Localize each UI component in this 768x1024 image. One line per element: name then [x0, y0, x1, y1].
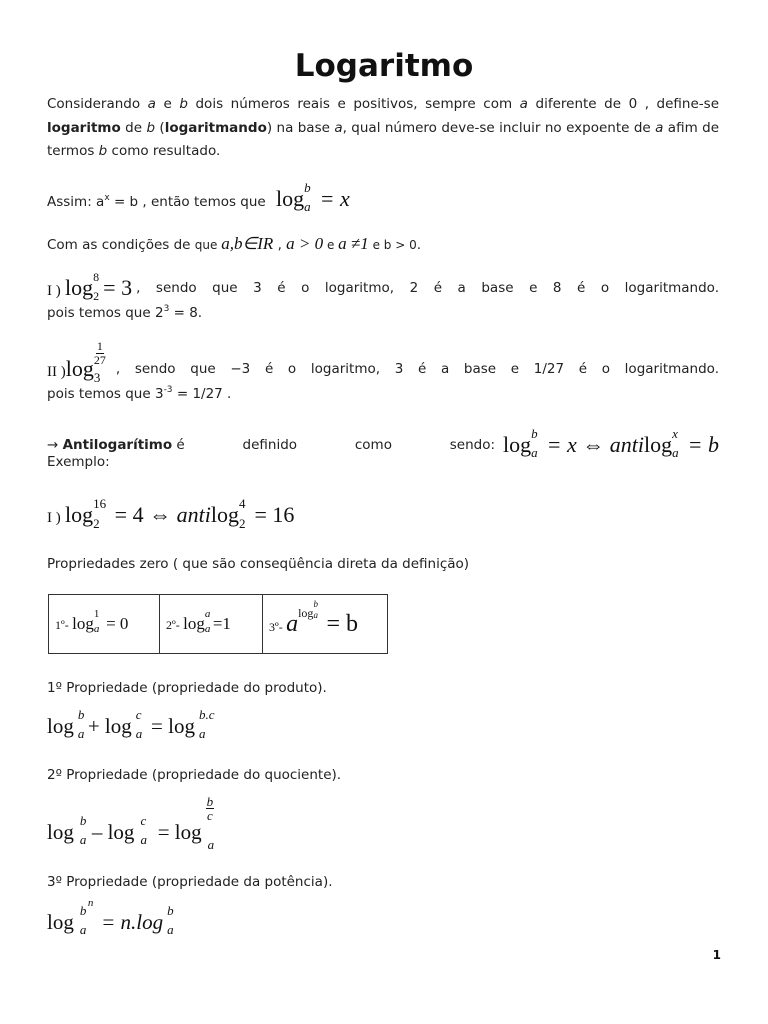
- property-2-heading: 2º Propriedade (propriedade do quociente).: [47, 767, 342, 783]
- page-number: 1: [712, 948, 721, 962]
- example-antilog: I ) log 16 2 = 4 ⇔ antilog 4 2 = 16: [47, 495, 295, 531]
- property-3-heading: 3º Propriedade (propriedade da potência).: [47, 874, 333, 890]
- assim-line: Assim: $a^x = b$ , então temos que log b a = x: [47, 179, 350, 214]
- zero-properties-table: [48, 594, 388, 654]
- property-1-formula: log b a + log c a = log b.c a: [47, 707, 215, 742]
- example-2: II )log $\frac{1}{27}$ 3 , sendo que −3 é o logaritmo, 3 é a base e 1/27 é o logaritmando. pois temos que $3^{-3} = 1/27$ .: [47, 338, 719, 402]
- property-3-formula: log b n a = n.log b a: [47, 897, 174, 938]
- antilog-formula: log b a = x ⇔ antilog x a = b: [503, 425, 719, 460]
- example-1: I ) log 8 2 = 3 , sendo que 3 é o logaritmo, 2 é a base e 8 é o logaritmando. pois temos que $2^3 = 8$.: [47, 269, 719, 321]
- property-1-heading: 1º Propriedade (propriedade do produto).: [47, 680, 327, 696]
- page-title: Logaritmo: [294, 48, 474, 84]
- property-cell-3: 3º- $a^{log b a}$ = b: [263, 595, 388, 654]
- antilog-definition: → Antilogarítimo é definido como sendo: log b a = x ⇔ antilog x a = b Exemplo:: [47, 425, 719, 470]
- property-cell-1: 1º- log 1 a = 0: [49, 595, 160, 654]
- zero-properties-heading: Propriedades zero ( que são conseqüência direta da definição): [47, 556, 470, 572]
- conditions-line: Com as condições de que a,b∈IR , a > 0 e a ≠1 e b > 0.: [47, 234, 422, 253]
- property-2-formula: log b a – log c a = log $\frac{b}{c}$ a: [47, 794, 215, 853]
- definition-formula: log b a = x: [276, 179, 350, 214]
- intro-paragraph: Considerando a e b dois números reais e positivos, sempre com a diferente de 0 , define-se logaritmo de b (logaritmando) na base a, qual número deve-se incluir no expoente de a afim de termos b como resultado.: [47, 96, 719, 159]
- property-cell-2: 2º- log a a =1: [160, 595, 263, 654]
